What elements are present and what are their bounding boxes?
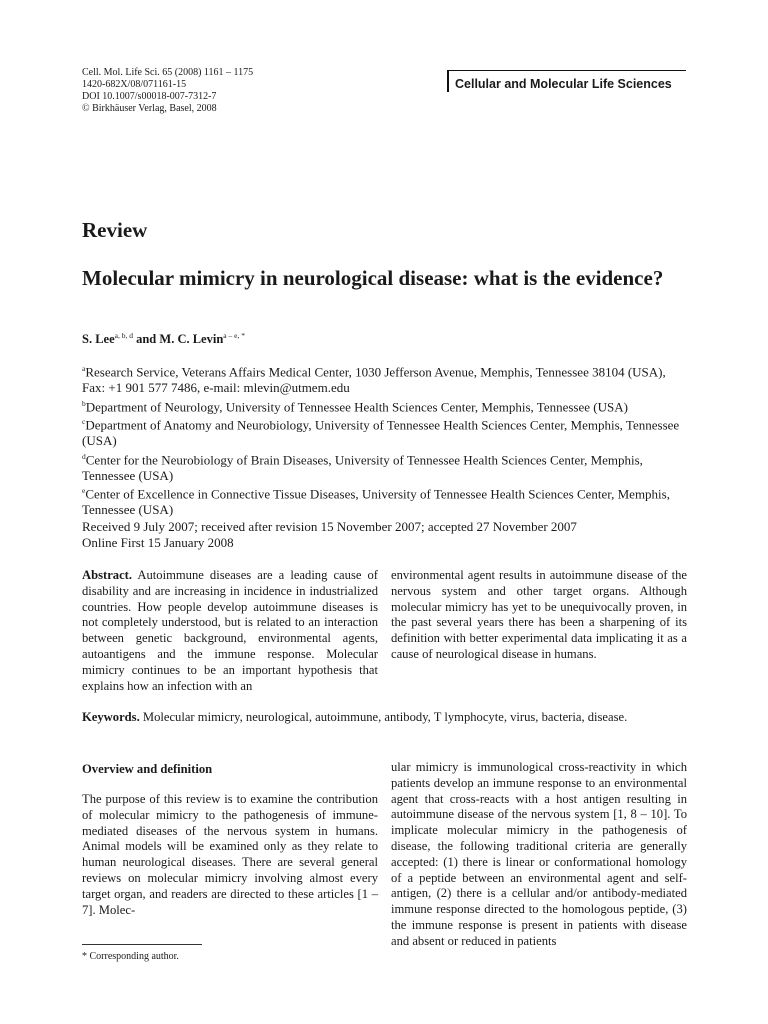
affiliations: [82, 361, 692, 518]
article-dates: [82, 519, 577, 551]
affiliation-text: Research Service, Veterans Affairs Medical Center, 1030 Jefferson Avenue, Memphis, Tennessee 38104 (USA), Fax: +1 901 577 7486, e-mail: mlevin@utmem.edu: [82, 364, 666, 395]
footnote: * Corresponding author.: [82, 951, 179, 962]
section-heading: Overview and definition: [82, 762, 213, 776]
affiliation-c: [82, 414, 692, 449]
author-list: [82, 331, 245, 347]
affiliation-text: Department of Neurology, University of Tennessee Health Sciences Center, Memphis, Tennessee (USA): [85, 398, 628, 414]
journal-name: Cellular and Molecular Life Sciences: [455, 77, 672, 91]
author-name: S. Lee: [82, 332, 115, 347]
abstract-column-left: [82, 568, 378, 694]
affiliation-mark: a: [82, 364, 86, 373]
affiliation-d: [82, 449, 692, 484]
affiliation-b: [82, 396, 692, 415]
online-first-date: Online First 15 January 2008: [82, 535, 234, 550]
issn-line: 1420-682X/08/071161-15: [82, 79, 187, 90]
citation-line: Cell. Mol. Life Sci. 65 (2008) 1161 – 1175: [82, 67, 254, 78]
affiliation-mark: b: [82, 398, 86, 408]
author-conjunction: and: [132, 332, 160, 347]
keywords: [82, 710, 702, 725]
keywords-text: Molecular mimicry, neurological, autoimmune, antibody, T lymphocyte, virus, bacteria, disease.: [142, 710, 628, 724]
affiliation-e: [82, 483, 692, 518]
affiliation-text: Center for the Neurobiology of Brain Diseases, University of Tennessee Health Sciences Center, Memphis, Tennessee (USA): [82, 452, 643, 483]
abstract-text: Autoimmune diseases are a leading cause of disability and are increasing in incidence in industrialized countries. How people develop autoimmune diseases is not completely understood, but is related to an interaction between genetic background, environmental agents, autoantigens and the immune response. Molecular mimicry continues to be an important hypothesis that explains how an infection with an: [82, 568, 378, 693]
affiliation-a: [82, 361, 692, 396]
received-dates: Received 9 July 2007; received after revision 15 November 2007; accepted 27 November 2007: [82, 519, 577, 534]
author-affiliation-marks: a – e, *: [223, 331, 245, 340]
citation-block: [82, 67, 253, 115]
abstract-label: Abstract.: [82, 568, 133, 582]
journal-name-box: [447, 70, 686, 92]
abstract-column-right: environmental agent results in autoimmune disease of the nervous system and other target organs. Although molecular mimicry has yet to be unequivocally proven, in the past several years there has been a sharpening of its definition with better experimental data implicating it as a cause of neurological disease in humans.: [391, 568, 687, 661]
affiliation-mark: d: [82, 451, 86, 461]
footnote-rule: [82, 944, 202, 945]
keywords-label: Keywords.: [82, 710, 140, 724]
article-type-label: Review: [82, 218, 148, 242]
author-affiliation-marks: a, b, d: [114, 331, 133, 340]
article-title: Molecular mimicry in neurological disease: what is the evidence?: [82, 266, 664, 290]
body-text-right: ular mimicry is immunological cross-reactivity in which patients develop an immune response to an environmental agent that cross-reacts with a host antigen resulting in autoimmune disease of the nervous system [1, 8 – 10]. To implicate molecular mimicry in the pathogenesis of disease, the following traditional criteria are generally accepted: (1) there is linear or conformational homology of a peptide between an environmental agent and self-antigen, (2) there is a cellular and/or antibody-mediated immune response directed to the homologous peptide, (3) the immune response is present in patients with disease and absent or reduced in patients: [391, 760, 687, 948]
author-name: M. C. Levin: [159, 332, 224, 347]
affiliation-text: Center of Excellence in Connective Tissue Diseases, University of Tennessee Health Sciences Center, Memphis, Tennessee (USA): [82, 486, 670, 518]
doi-line: DOI 10.1007/s00018-007-7312-7: [82, 91, 217, 102]
affiliation-text: Department of Anatomy and Neurobiology, University of Tennessee Health Sciences Center, Memphis, Tennessee (USA): [82, 417, 680, 449]
body-text-left: The purpose of this review is to examine the contribution of molecular mimicry to the pathogenesis of immune-mediated diseases of the nervous system in humans. Animal models will be examined only as they relate to human neurological diseases. There are several general reviews on molecular mimicry involving almost every target organ, and readers are directed to these articles [1 – 7]. Molec-: [82, 792, 378, 917]
affiliation-mark: c: [82, 417, 86, 427]
copyright-line: © Birkhäuser Verlag, Basel, 2008: [82, 103, 217, 114]
affiliation-mark: e: [82, 486, 86, 496]
